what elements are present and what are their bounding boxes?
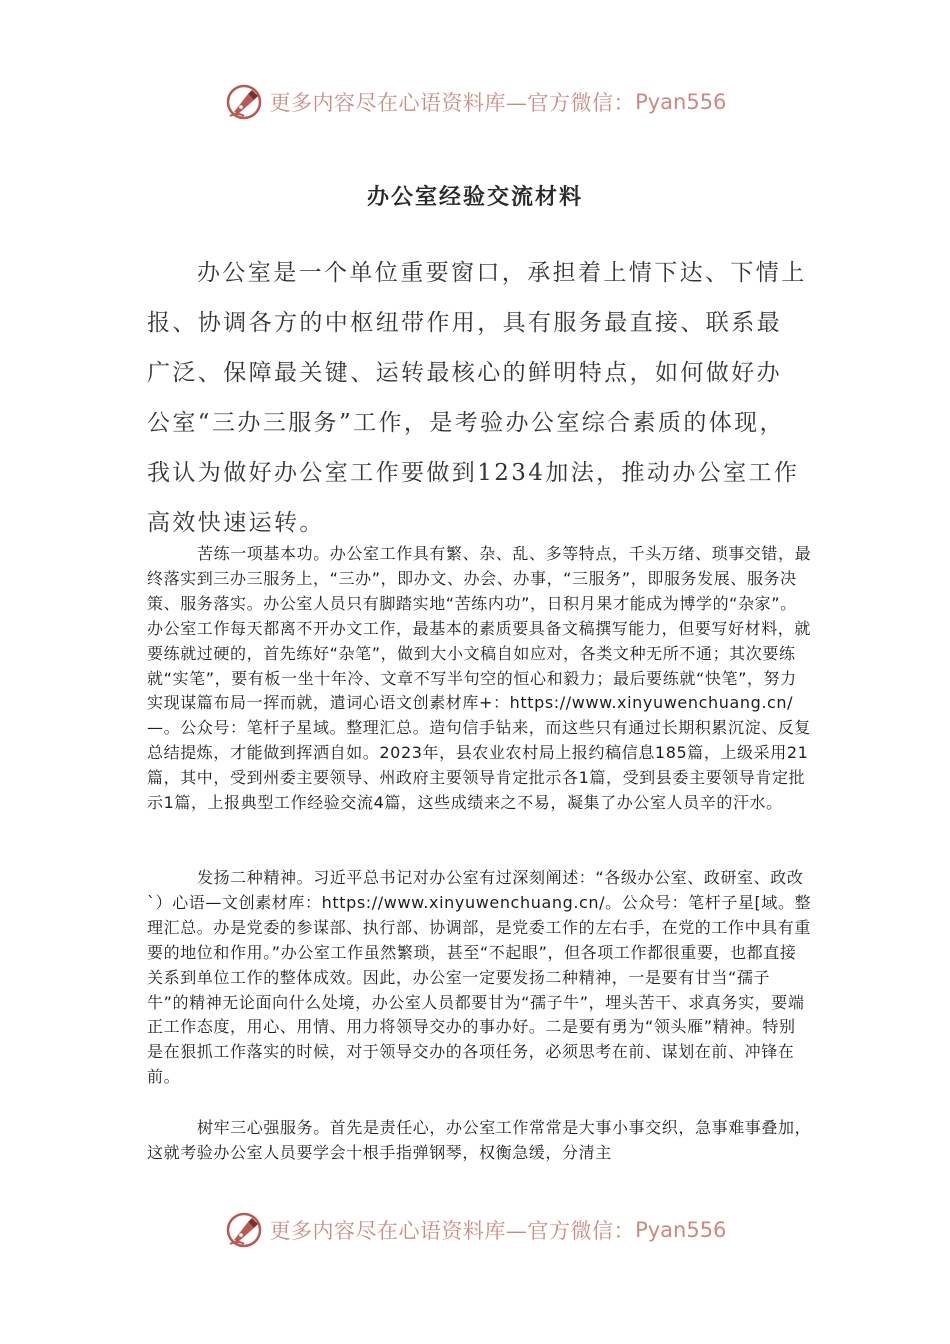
watermark-banner-top (0, 80, 950, 124)
watermark-text: 更多内容尽在心语资料库—官方微信： (269, 1219, 636, 1243)
body-paragraph: 苦练一项基本功。办公室工作具有繁、杂、乱、多等特点，千头万绪、琐事交错，最终落实到三办三服务上，“三办”，即办文、办会、办事，“三服务”，即服务发展、服务决策、服务落实。办公室人员只有脚踏实地“苦练内功”，日积月果才能成为博学的“杂家”。办公室工作每天都离不开办文工作，最基本的素质要具备文稿撰写能力，但要写好材料，就要练就过硬的，首先练好“杂笔”，做到大小文稿自如应对，各类文种无所不通；其次要练就“实笔”，要有板一坐十年冷、文章不写半句空的恒心和毅力；最后要练就“快笔”，努力实现谋篇布局一挥而就，遣词心语文创素材库+：https://www.xinyuwenchuang.cn/—。公众号：笔杆子星域。整理汇总。造句信手钻来，而这些只有通过长期积累沉淀、反复总结提炼，才能做到挥洒自如。2023年，县农业农村局上报约稿信息185篇，上级采用21篇，其中，受到州委主要领导、州政府主要领导肯定批示各1篇，受到县委主要领导肯定批示1篇，上报典型工作经验交流4篇，这些成绩来之不易，凝集了办公室人员辛的汗水。 (147, 544, 812, 813)
pen-nib-logo-icon (224, 1210, 264, 1250)
watermark-wechat-id: Pyan556 (635, 1218, 727, 1242)
watermark-text: 更多内容尽在心语资料库—官方微信： (269, 91, 636, 115)
body-paragraph: 树牢三心强服务。首先是责任心，办公室工作常常是大事小事交织，急事难事叠加，这就考验办公室人员要学会十根手指弹钢琴，权衡急缓，分清主 (147, 1118, 812, 1162)
document-title: 办公室经验交流材料 (366, 184, 583, 210)
watermark-wechat-id: Pyan556 (635, 90, 727, 114)
pen-nib-logo-icon (224, 82, 264, 122)
watermark-banner-bottom (0, 1208, 950, 1252)
body-paragraph: 发扬二种精神。习近平总书记对办公室有过深刻阐述：“各级办公室、政研室、政改`）心语—文创素材库：https://www.xinyuwenchuang.cn/。公众号：笔杆子星[域。整理汇总。办是党委的参谋部、执行部、协调部，是党委工作的左右手，在党的工作中具有重要的地位和作用。”办公室工作虽然繁琐，甚至“不起眼”，但各项工作都很重要，也都直接关系到单位工作的整体成效。因此，办公室一定要发扬二种精神，一是要有甘当“孺子牛”的精神无论面向什么处境，办公室人员都要甘为“孺子牛”，埋头苦干、求真务实，要端正工作态度，用心、用情、用力将领导交办的事办好。二是要有勇为“领头雁”精神。特别是在狠抓工作落实的时候，对于领导交办的各项任务，必须思考在前、谋划在前、冲锋在前。 (147, 868, 812, 1087)
intro-paragraph: 办公室是一个单位重要窗口，承担着上情下达、下情上报、协调各方的中枢纽带作用，具有服务最直接、联系最广泛、保障最关键、运转最核心的鲜明特点，如何做好办公室“三办三服务”工作，是考验办公室综合素质的体现，我认为做好办公室工作要做到1234加法，推动办公室工作高效快速运转。 (147, 260, 807, 536)
